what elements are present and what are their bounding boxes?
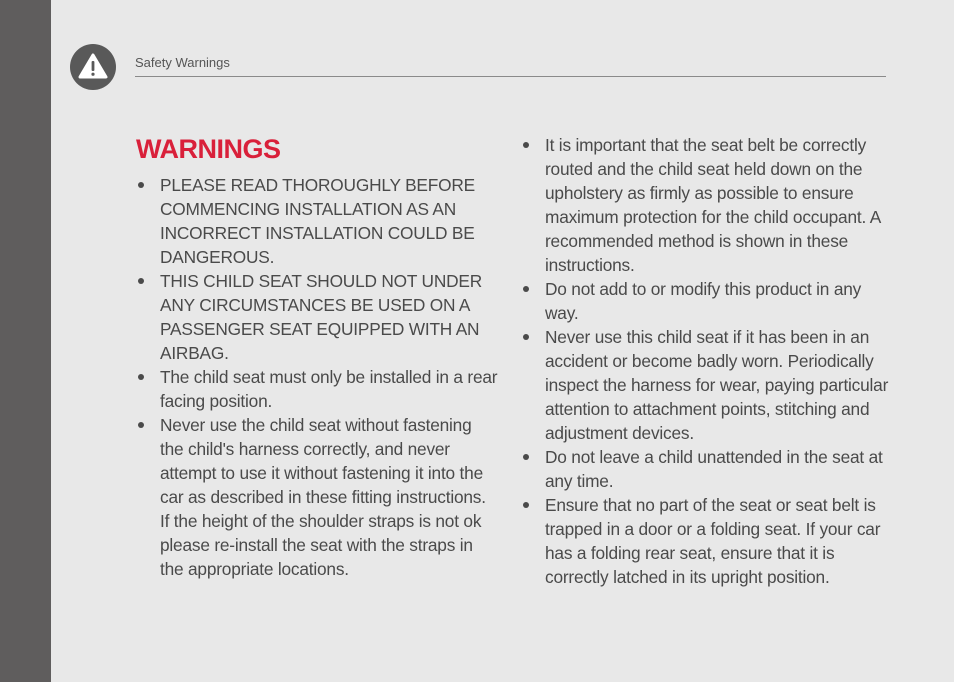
warnings-right-column [521,133,889,589]
list-item: THIS CHILD SEAT SHOULD NOT UNDER ANY CIRCUMSTANCES BE USED ON A PASSENGER SEAT EQUIPPED WITH AN AIRBAG. [136,269,498,365]
list-item: It is important that the seat belt be correctly routed and the child seat held down on the upholstery as firmly as possible to ensure maximum protection for the child occupant. A recommended method is shown in these instructions. [521,133,889,277]
warnings-title: WARNINGS [136,134,281,164]
list-item: Ensure that no part of the seat or seat belt is trapped in a door or a folding seat. If your car has a folding rear seat, ensure that it is correctly latched in its upright position. [521,493,889,589]
warnings-list-right [521,133,889,589]
side-bar [0,0,51,682]
header-divider [135,76,886,77]
list-item: Never use this child seat if it has been in an accident or become badly worn. Periodically inspect the harness for wear, paying particular attention to attachment points, stitching and adjustment devices. [521,325,889,445]
header-title: Safety Warnings [135,55,230,70]
list-item: Do not add to or modify this product in any way. [521,277,889,325]
warning-triangle-icon [70,44,116,90]
list-item: Never use the child seat without fastening the child's harness correctly, and never attempt to use it without fastening it into the car as described in these fitting instructions. If the height of the shoulder straps is not ok please re-install the seat with the straps in the appropriate locations. [136,413,498,581]
warnings-left-column [136,131,498,581]
list-item: The child seat must only be installed in a rear facing position. [136,365,498,413]
warnings-list-left [136,173,498,581]
list-item: PLEASE READ THOROUGHLY BEFORE COMMENCING INSTALLATION AS AN INCORRECT INSTALLATION COULD BE DANGEROUS. [136,173,498,269]
list-item: Do not leave a child unattended in the seat at any time. [521,445,889,493]
